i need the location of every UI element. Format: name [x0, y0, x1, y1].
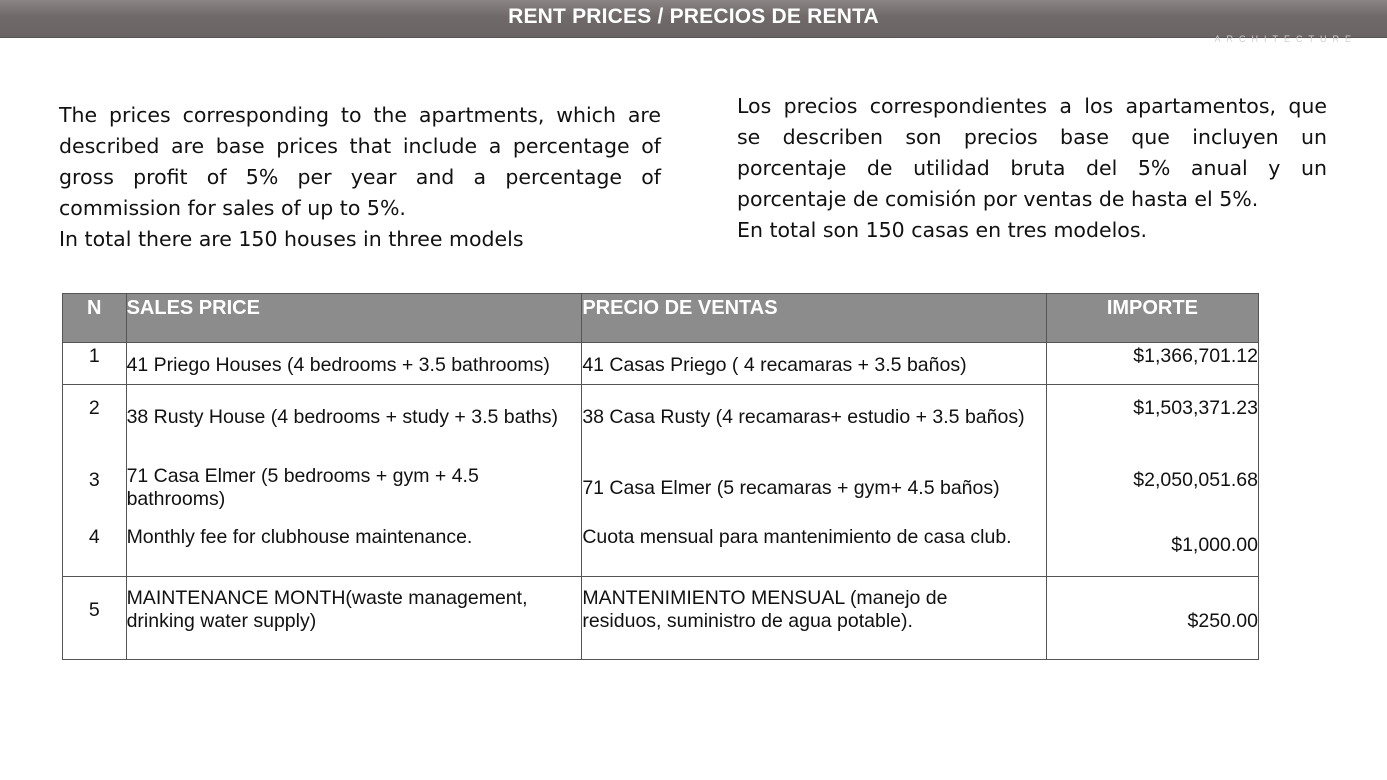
precio-cell	[582, 343, 1046, 385]
sales-price-cell	[126, 343, 582, 385]
intro-en-line: commission for sales of up to 5%.	[59, 196, 406, 220]
sales-price-text: 71 Casa Elmer (5 bedrooms + gym + 4.5 bathrooms)	[126, 464, 479, 510]
intro-es-line: Los precios correspondientes a los apartamentos, que	[737, 94, 1327, 118]
header-sales-price: SALES PRICE	[126, 294, 582, 343]
importe-text: $2,050,051.68	[1133, 468, 1258, 491]
sales-price-cell	[126, 577, 582, 660]
importe-text: $1,503,371.23	[1133, 397, 1258, 419]
precio-text: Cuota mensual para mantenimiento de casa club.	[582, 525, 1012, 548]
sales-price-text: MAINTENANCE MONTH(waste management, drinking water supply)	[126, 587, 528, 632]
intro-en-line: gross profit of 5% per year and a percentage of	[59, 165, 661, 189]
importe-cell	[1046, 449, 1258, 519]
table-row	[63, 385, 1259, 449]
intro-en-line: described are base prices that include a percentage of	[59, 134, 661, 158]
intro-es-line: porcentaje de comisión por ventas de hasta el 5%.	[737, 187, 1259, 211]
page-title: RENT PRICES / PRECIOS DE RENTA	[508, 4, 879, 28]
precio-cell	[582, 577, 1046, 660]
row-number	[63, 385, 127, 449]
intro-es-line: se describen son precios base que incluyen un	[737, 125, 1327, 149]
sales-price-cell	[126, 385, 582, 449]
price-table	[62, 293, 1259, 660]
row-number	[63, 449, 127, 519]
table-header-row	[63, 294, 1259, 343]
sales-price-cell	[126, 449, 582, 519]
intro-es-total: En total son 150 casas en tres modelos.	[737, 218, 1148, 242]
table-row	[63, 343, 1259, 385]
row-number	[63, 577, 127, 660]
header-precio-de-ventas: PRECIO DE VENTAS	[582, 294, 1046, 343]
importe-cell	[1046, 385, 1258, 449]
sales-price-text: 38 Rusty House (4 bedrooms + study + 3.5 baths)	[126, 406, 558, 428]
row-number-text: 3	[88, 468, 100, 491]
row-number	[63, 343, 127, 385]
table-row	[63, 577, 1259, 660]
precio-cell	[582, 449, 1046, 519]
precio-cell	[582, 385, 1046, 449]
precio-text: MANTENIMIENTO MENSUAL (manejo de residuos, suministro de agua potable).	[582, 587, 948, 632]
intro-english	[59, 100, 661, 255]
precio-text: 41 Casas Priego ( 4 recamaras + 3.5 baños)	[582, 354, 967, 376]
sales-price-text: Monthly fee for clubhouse maintenance.	[126, 525, 473, 548]
importe-text: $1,000.00	[1171, 533, 1258, 556]
precio-cell	[582, 519, 1046, 577]
importe-text: $1,366,701.12	[1133, 345, 1258, 367]
importe-text: $250.00	[1187, 610, 1258, 632]
intro-en-line: The prices corresponding to the apartments, which are	[59, 103, 661, 127]
precio-text: 38 Casa Rusty (4 recamaras+ estudio + 3.5 baños)	[582, 406, 1025, 428]
header-importe: IMPORTE	[1046, 294, 1258, 343]
table-row	[63, 449, 1259, 519]
row-number-text: 2	[88, 397, 100, 419]
table-row	[63, 519, 1259, 577]
precio-text: 71 Casa Elmer (5 recamaras + gym+ 4.5 baños)	[582, 476, 1000, 499]
importe-cell	[1046, 343, 1258, 385]
logo-watermark: ARCHITECTURE	[1214, 34, 1357, 44]
row-number	[63, 519, 127, 577]
intro-en-total: In total there are 150 houses in three models	[59, 227, 524, 251]
sales-price-cell	[126, 519, 582, 577]
title-bar	[0, 0, 1387, 38]
intro-spanish	[737, 91, 1327, 246]
row-number-text: 1	[88, 345, 100, 367]
intro-es-line: porcentaje de utilidad bruta del 5% anual y un	[737, 156, 1327, 180]
sales-price-text: 41 Priego Houses (4 bedrooms + 3.5 bathrooms)	[126, 354, 550, 376]
row-number-text: 5	[88, 599, 100, 621]
header-n: N	[63, 294, 127, 343]
importe-cell	[1046, 577, 1258, 660]
row-number-text: 4	[88, 525, 100, 548]
importe-cell	[1046, 519, 1258, 577]
